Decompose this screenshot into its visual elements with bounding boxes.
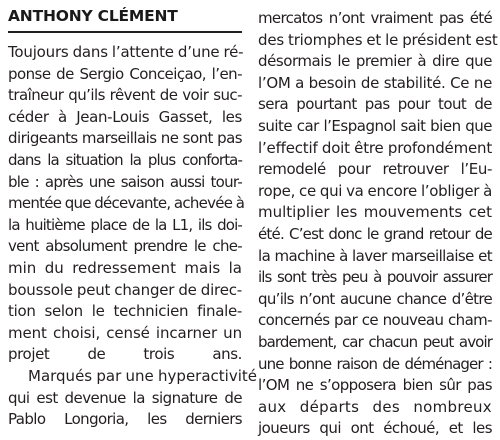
text-line: ils sont très peu à pouvoir assurer [258, 268, 492, 287]
text-line: mercatos n’ont vraiment pas été [258, 9, 492, 27]
text-line: désormais le premier à dire que [258, 52, 492, 71]
text-line: l’OM a besoin de stabilité. Ce ne [258, 73, 492, 92]
text-column-right [258, 8, 498, 440]
text-line: été. C’est donc le grand retour de [258, 224, 492, 243]
text-line: boussole peut changer de direc- [8, 280, 242, 299]
text-line: la machine à laver marseillaise et [258, 246, 492, 265]
text-line: projet de trois ans. [8, 345, 242, 364]
text-line: Marqués par une hyperactivité [28, 366, 257, 385]
text-line: dirigeants marseillais ne sont pas [8, 129, 242, 148]
text-line: ble : après une saison aussi tour- [8, 172, 242, 191]
text-line: bardement, car chacun peut avoir [258, 332, 492, 351]
text-line: concernés par ce nouveau cham- [258, 311, 492, 330]
text-line: céder à Jean-Louis Gasset, les [8, 107, 242, 126]
text-line: remodelé pour retrouver l’Eu- [258, 160, 492, 179]
text-line: rope, ce qui va encore l’obliger à [258, 181, 492, 200]
text-line: qui est devenue la signature de [8, 388, 242, 407]
text-line: sera pourtant pas pour tout de [258, 95, 492, 114]
text-line: la huitième place de la L1, ils doi- [8, 215, 242, 234]
text-line: ponse de Sergio Conceiçao, l’en- [8, 64, 242, 83]
text-line: joueurs qui ont échoué, et les [258, 419, 492, 438]
text-line: l’OM ne s’opposera bien sûr pas [258, 376, 492, 395]
text-line: tion selon le technicien finale- [8, 302, 242, 321]
text-line: mentée que décevante, achevée à [8, 194, 245, 213]
text-line: ment choisi, censé incarner un [8, 323, 242, 342]
text-line: vent absolument prendre le che- [8, 237, 242, 256]
byline-rule [8, 31, 242, 33]
text-line: min du redressement mais la [8, 258, 242, 277]
text-line: dans la situation la plus conforta- [8, 150, 242, 169]
text-line: multiplier les mouvements cet [258, 203, 492, 222]
text-column-left [8, 42, 257, 431]
text-line: qu’ils n’ont aucune chance d’être [258, 289, 492, 308]
text-line: Pablo Longoria, les derniers [8, 410, 242, 429]
text-line: Toujours dans l’attente d’une ré- [8, 43, 244, 61]
text-line: suite car l’Espagnol sait bien que [258, 116, 492, 135]
text-line: une bonne raison de déménager : [258, 354, 492, 373]
author-byline: ANTHONY CLÉMENT [8, 7, 178, 25]
text-line: l’effectif doit être profondément [258, 138, 492, 157]
text-line: des triomphes et le président est [258, 30, 498, 49]
text-line: aux départs des nombreux [258, 397, 492, 416]
text-line: traîneur qu’ils rêvent de voir suc- [8, 86, 242, 105]
